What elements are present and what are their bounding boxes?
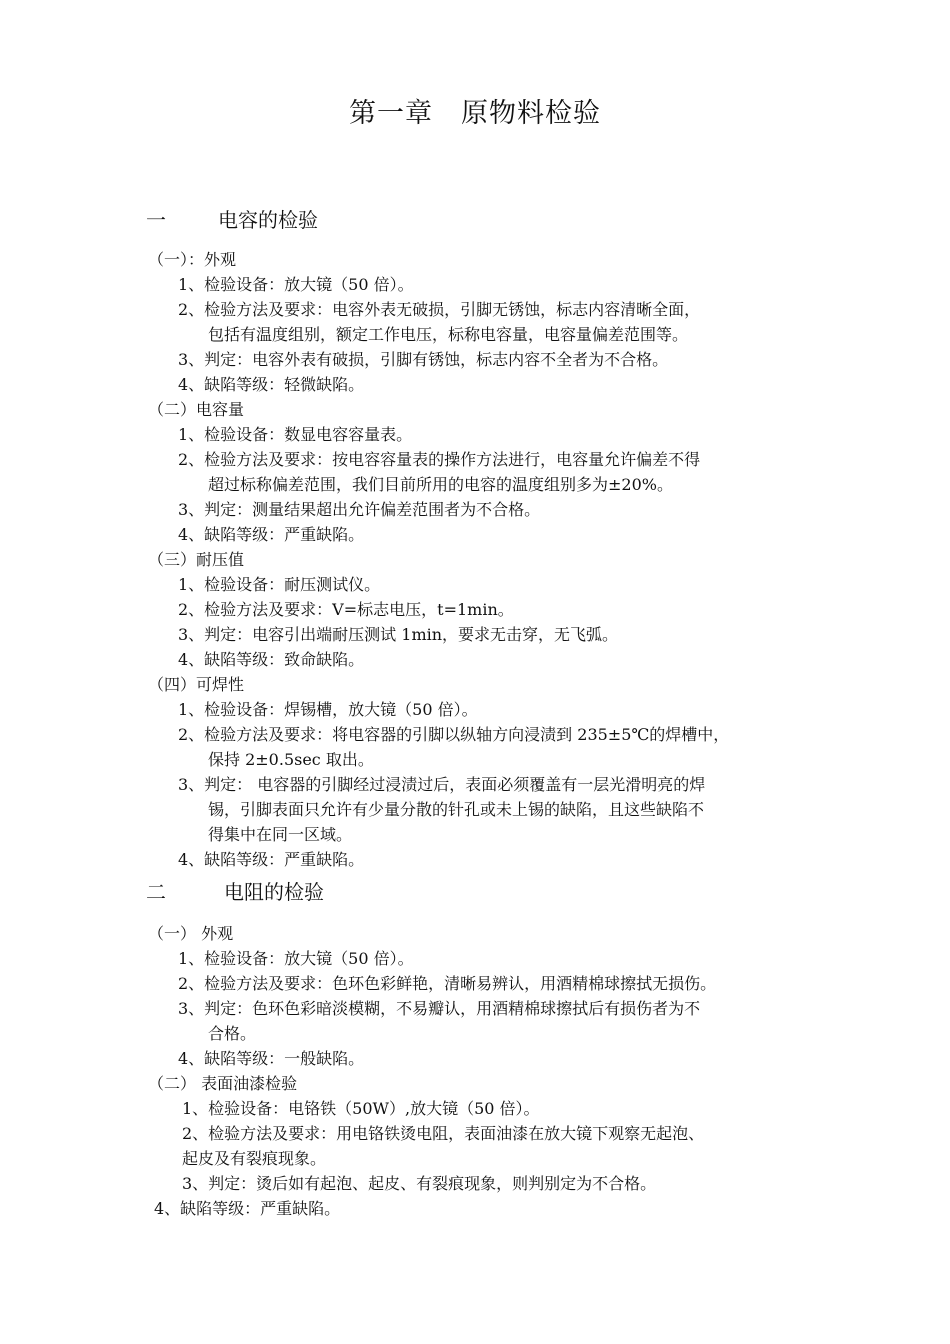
subsection-label: （三）耐压值: [148, 550, 245, 569]
list-item: 2、检验方法及要求：V=标志电压，t=1min。: [178, 600, 514, 619]
subsection-label: （一） 外观: [148, 924, 234, 943]
section-title: 电容的检验: [218, 208, 318, 232]
list-item: 1、检验设备：放大镜（50 倍）。: [178, 275, 414, 294]
list-item: 3、判定：烫后如有起泡、起皮、有裂痕现象，则判别定为不合格。: [182, 1174, 657, 1193]
list-item: 2、检验方法及要求：用电铬铁烫电阻，表面油漆在放大镜下观察无起泡、: [182, 1124, 705, 1143]
section-heading-resistor: [146, 878, 324, 906]
list-item: 1、检验设备：电铬铁（50W）,放大镜（50 倍）。: [182, 1099, 540, 1118]
list-item: 3、判定：色环色彩暗淡模糊，不易瓣认，用酒精棉球擦拭后有损伤者为不: [178, 999, 701, 1018]
list-item: 1、检验设备：数显电容容量表。: [178, 425, 413, 444]
list-item: 4、缺陷等级：致命缺陷。: [178, 650, 365, 669]
list-item: 4、缺陷等级：轻微缺陷。: [178, 375, 365, 394]
section-title: 电阻的检验: [224, 880, 324, 904]
section-number: 二: [146, 880, 166, 904]
list-item: 3、判定：测量结果超出允许偏差范围者为不合格。: [178, 500, 541, 519]
list-item-continuation: 起皮及有裂痕现象。: [182, 1149, 327, 1168]
subsection-label: （四）可焊性: [148, 675, 245, 694]
subsection-label: （二）电容量: [148, 400, 245, 419]
list-item-continuation: 得集中在同一区域。: [208, 825, 353, 844]
subsection-label: （二） 表面油漆检验: [148, 1074, 298, 1093]
list-item-continuation: 超过标称偏差范围，我们目前所用的电容的温度组别多为±20%。: [208, 475, 673, 494]
list-item: 2、检验方法及要求：将电容器的引脚以纵轴方向浸渍到 235±5℃的焊槽中，: [178, 725, 730, 744]
list-item: 3、判定：电容引出端耐压测试 1min，要求无击穿，无飞弧。: [178, 625, 619, 644]
list-item: 2、检验方法及要求：按电容容量表的操作方法进行，电容量允许偏差不得: [178, 450, 701, 469]
list-item-continuation: 包括有温度组别，额定工作电压，标称电容量，电容量偏差范围等。: [208, 325, 689, 344]
list-item: 1、检验设备：放大镜（50 倍）。: [178, 949, 414, 968]
section-number: 一: [146, 208, 166, 232]
list-item: 2、检验方法及要求：电容外表无破损，引脚无锈蚀，标志内容清晰全面，: [178, 300, 701, 319]
list-item: 4、缺陷等级：严重缺陷。: [178, 525, 365, 544]
chapter-title: 第一章 原物料检验: [349, 98, 601, 129]
list-item: 4、缺陷等级：严重缺陷。: [154, 1199, 341, 1218]
list-item: 3、判定：电容外表有破损，引脚有锈蚀，标志内容不全者为不合格。: [178, 350, 669, 369]
list-item-continuation: 保持 2±0.5sec 取出。: [208, 750, 374, 769]
list-item-continuation: 锡，引脚表面只允许有少量分散的针孔或未上锡的缺陷，且这些缺陷不: [208, 800, 705, 819]
list-item: 2、检验方法及要求：色环色彩鲜艳，清晰易辨认，用酒精棉球擦拭无损伤。: [178, 974, 717, 993]
list-item: 4、缺陷等级：一般缺陷。: [178, 1049, 365, 1068]
subsection-label: （一）：外观: [148, 250, 237, 269]
list-item: 3、判定： 电容器的引脚经过浸渍过后，表面必须覆盖有一层光滑明亮的焊: [178, 775, 706, 794]
list-item: 4、缺陷等级：严重缺陷。: [178, 850, 365, 869]
section-heading-capacitor: [146, 206, 318, 234]
list-item: 1、检验设备：耐压测试仪。: [178, 575, 381, 594]
list-item: 1、检验设备：焊锡槽，放大镜（50 倍）。: [178, 700, 478, 719]
list-item-continuation: 合格。: [208, 1024, 257, 1043]
